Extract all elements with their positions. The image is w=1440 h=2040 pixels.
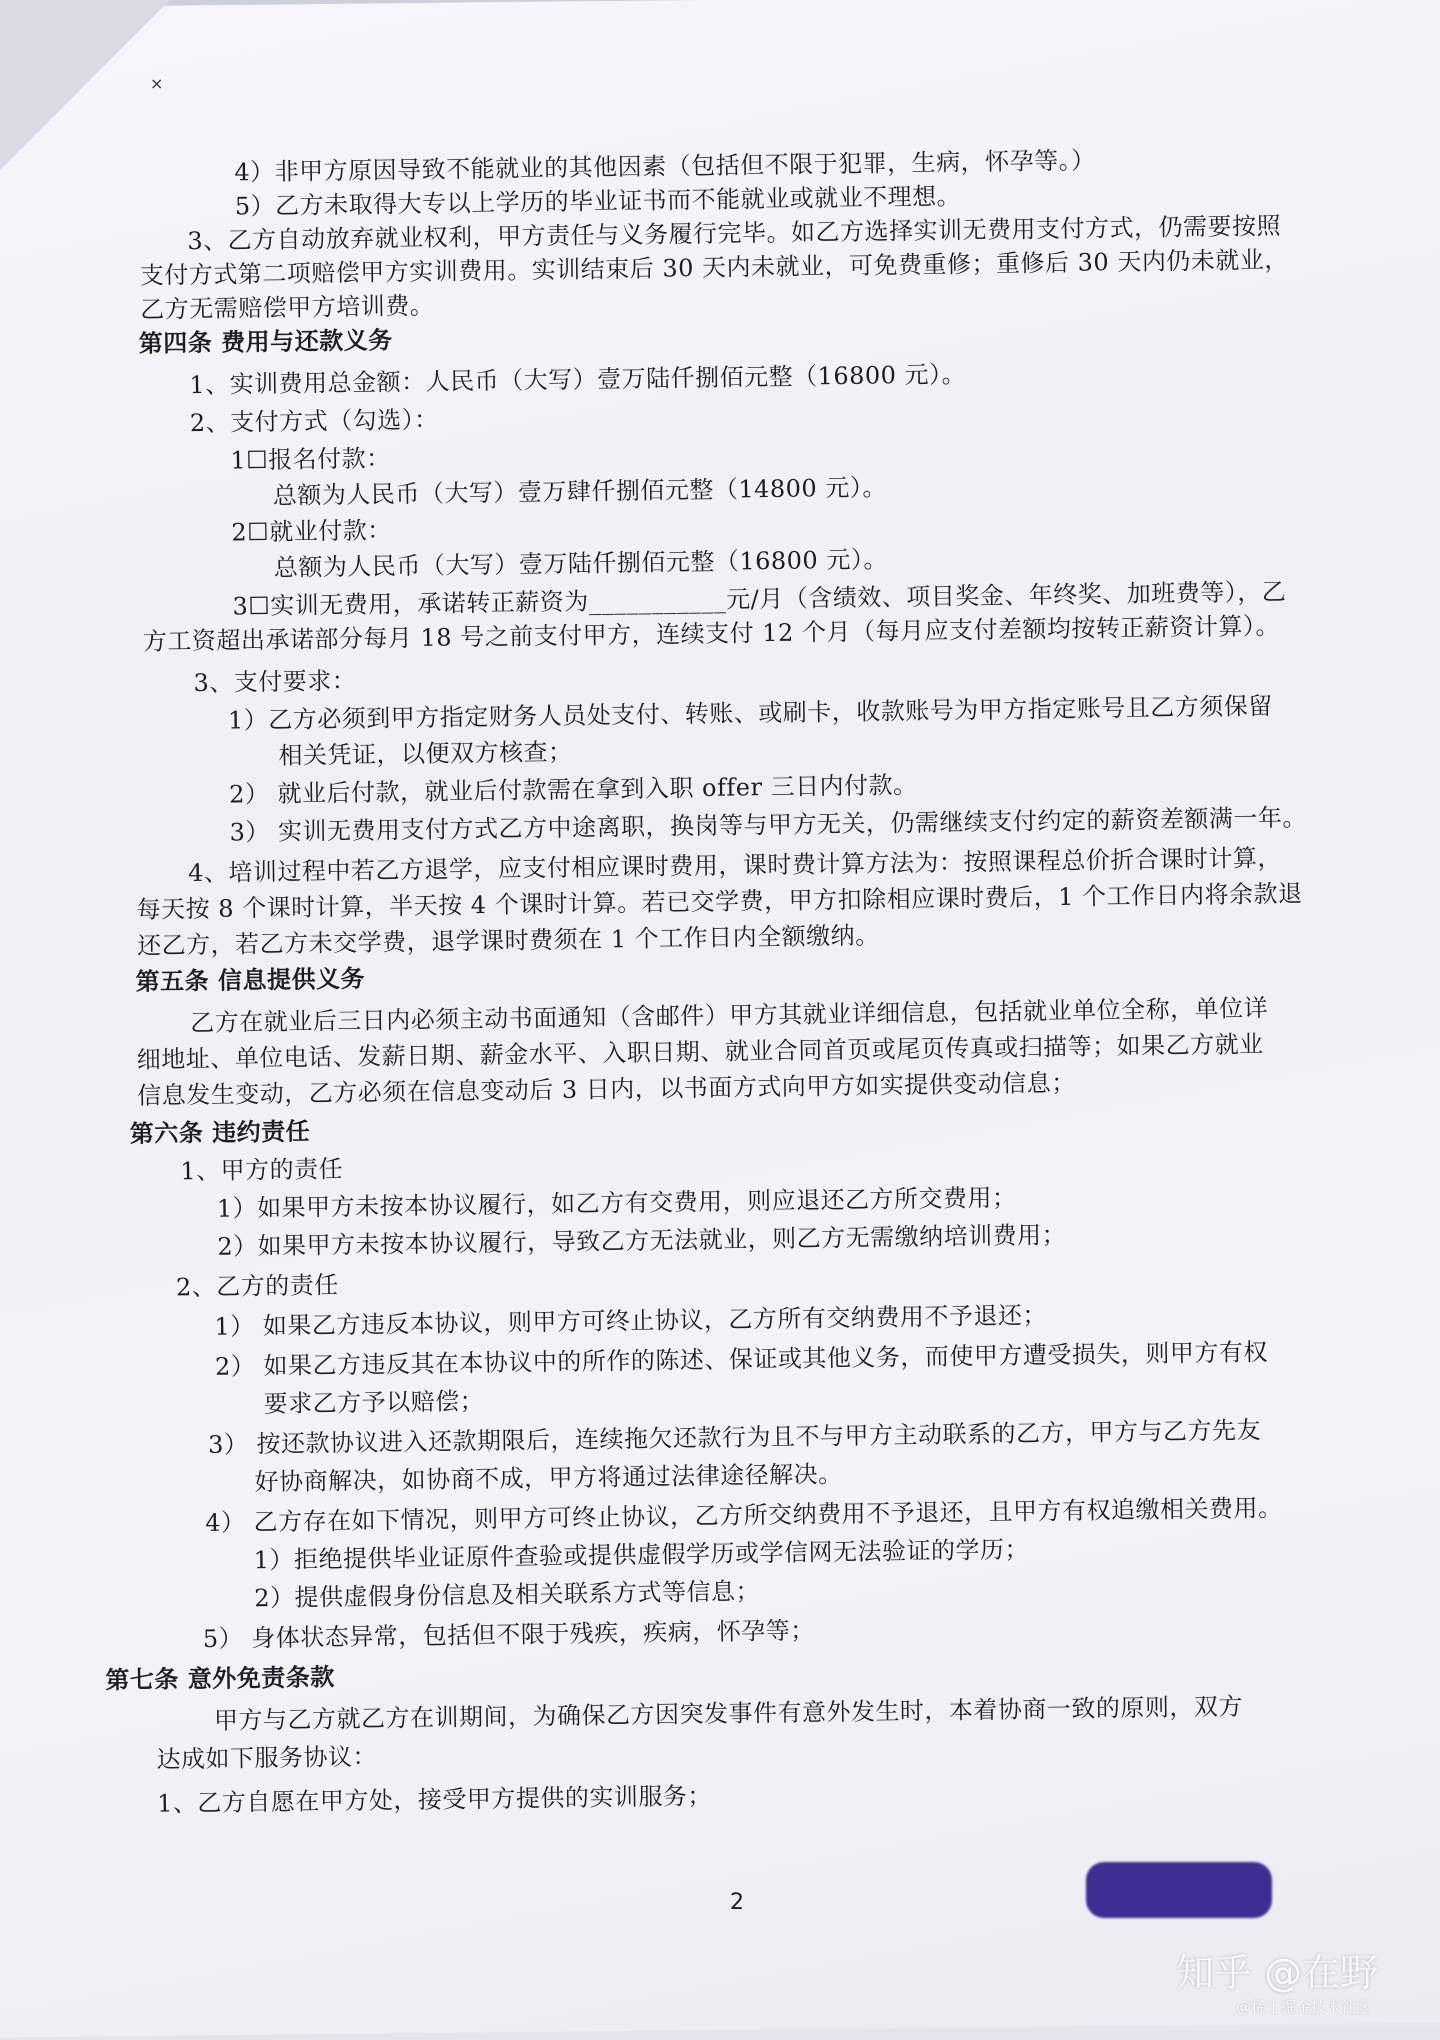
checkbox-option: 1☐报名付款：	[230, 444, 391, 475]
text-line: 4）非甲方原因导致不能就业的其他因素（包括但不限于犯罪，生病，怀孕等。）	[234, 146, 1096, 187]
text-line: 1） 如果乙方违反本协议，则甲方可终止协议，乙方所有交纳费用不予退还；	[214, 1301, 1048, 1341]
redaction-scribble	[1086, 1862, 1272, 1918]
text-line: 方工资超出承诺部分每月 18 号之前支付甲方，连续支付 12 个月（每月应支付差额均按转正薪资计算）。	[142, 611, 1281, 656]
text-line: 2） 就业后付款，就业后付款需在拿到入职 offer 三日内付款。	[228, 770, 918, 809]
checkbox-option: 2☐就业付款：	[231, 516, 392, 547]
text-line: 3） 实训无费用支付方式乙方中途离职，换岗等与甲方无关，仍需继续支付约定的薪资差额满一年。	[229, 803, 1308, 847]
text-line: 还乙方，若乙方未交学费，退学课时费须在 1 个工作日内全额缴纳。	[136, 921, 880, 960]
text-line: 1、实训费用总金额：人民币（大写）壹万陆仟捌佰元整（16800 元）。	[189, 360, 967, 400]
checkbox-option: 3☐实训无费用，承诺转正薪资为___________元/月（含绩效、项目奖金、年终奖、加班费等），乙	[232, 577, 1287, 621]
text-line: 1、甲方的责任	[180, 1155, 344, 1186]
text-line: 相关凭证，以便双方核查；	[278, 737, 573, 770]
text-line: 支付方式第二项赔偿甲方实训费用。实训结束后 30 天内未就业，可免费重修；重修后 30 天内仍未就业，	[139, 245, 1290, 290]
text-line: 3） 按还款协议进入还款期限后，连续拖欠还款行为且不与甲方主动联系的乙方，甲方与乙方先友	[207, 1416, 1262, 1459]
watermark: 知乎 @在野	[1176, 1951, 1379, 1995]
text-line: 达成如下服务协议：	[156, 1742, 378, 1774]
text-line: 4、培训过程中若乙方退学，应支付相应课时费用，课时费计算方法为：按照课程总价折合课时计算，	[187, 843, 1283, 888]
text-line: 总额为人民币（大写）壹万陆仟捌佰元整（16800 元）。	[273, 545, 889, 582]
text-line: 1）拒绝提供毕业证原件查验或提供虚假学历或学信网无法验证的学历；	[253, 1535, 1030, 1575]
text-line: 乙方无需赔偿甲方培训费。	[140, 291, 435, 324]
text-line: 1）乙方必须到甲方指定财务人员处支付、转账、或刷卡，收款账号为甲方指定账号且乙方须保留	[227, 691, 1273, 735]
watermark-sub: @稀土掘金技术社区	[1236, 1998, 1372, 2016]
text-line: 5）乙方未取得大专以上学历的毕业证书而不能就业或就业不理想。	[234, 182, 962, 221]
text-line: 乙方在就业后三日内必须主动书面通知（含邮件）甲方其就业详细信息，包括就业单位全称，单位详	[190, 994, 1269, 1038]
section-heading-7: 第七条 意外免责条款	[105, 1662, 335, 1695]
corner-mark: ×	[150, 74, 164, 93]
page-number: 2	[730, 1890, 744, 1915]
text-line: 总额为人民币（大写）壹万肆仟捌佰元整（14800 元）。	[272, 473, 888, 510]
text-line: 2、支付方式（勾选）：	[189, 405, 439, 438]
text-line: 3、支付要求：	[193, 666, 357, 698]
text-line: 1）如果甲方未按本协议履行，如乙方有交费用，则应退还乙方所交费用；	[216, 1183, 1017, 1223]
text-line: 好协商解决，如协商不成，甲方将通过法律途径解决。	[254, 1460, 843, 1497]
text-line: 2）提供虚假身份信息及相关联系方式等信息；	[254, 1577, 761, 1613]
text-line: 每天按 8 个课时计算，半天按 4 个课时计算。若已交学费，甲方扣除相应课时费后，1 个工作日内将余款退	[136, 879, 1303, 924]
text-line: 信息发生变动，乙方必须在信息变动后 3 日内，以书面方式向甲方如实提供变动信息；	[137, 1068, 1076, 1110]
text-line: 2、乙方的责任	[175, 1271, 339, 1302]
text-line: 4） 乙方存在如下情况，则甲方可终止协议，乙方所交纳费用不予退还，且甲方有权追缴相关费用。	[205, 1493, 1283, 1537]
text-line: 1、乙方自愿在甲方处，接受甲方提供的实训服务；	[156, 1781, 713, 1818]
text-line: 5） 身体状态异常，包括但不限于残疾，疾病，怀孕等；	[202, 1616, 815, 1654]
section-heading-6: 第六条 违约责任	[129, 1116, 311, 1148]
section-heading-4: 第四条 费用与还款义务	[138, 325, 393, 358]
text-line: 3、乙方自动放弃就业权利，甲方责任与义务履行完毕。如乙方选择实训无费用支付方式，仍需要按照	[187, 211, 1282, 256]
text-line: 2） 如果乙方违反其在本协议中的所作的陈述、保证或其他义务，而使甲方遭受损失，则甲方有权	[214, 1338, 1269, 1381]
text-line: 甲方与乙方就乙方在训期间，为确保乙方因突发事件有意外发生时，本着协商一致的原则，双方	[213, 1692, 1244, 1735]
text-line: 细地址、单位电话、发薪日期、薪金水平、入职日期、就业合同首页或尾页传真或扫描等；如果乙方就业	[136, 1030, 1264, 1074]
text-line: 要求乙方予以赔偿；	[263, 1387, 485, 1419]
text-line: 2）如果甲方未按本协议履行，导致乙方无法就业，则乙方无需缴纳培训费用；	[217, 1220, 1067, 1261]
section-heading-5: 第五条 信息提供义务	[135, 963, 366, 996]
